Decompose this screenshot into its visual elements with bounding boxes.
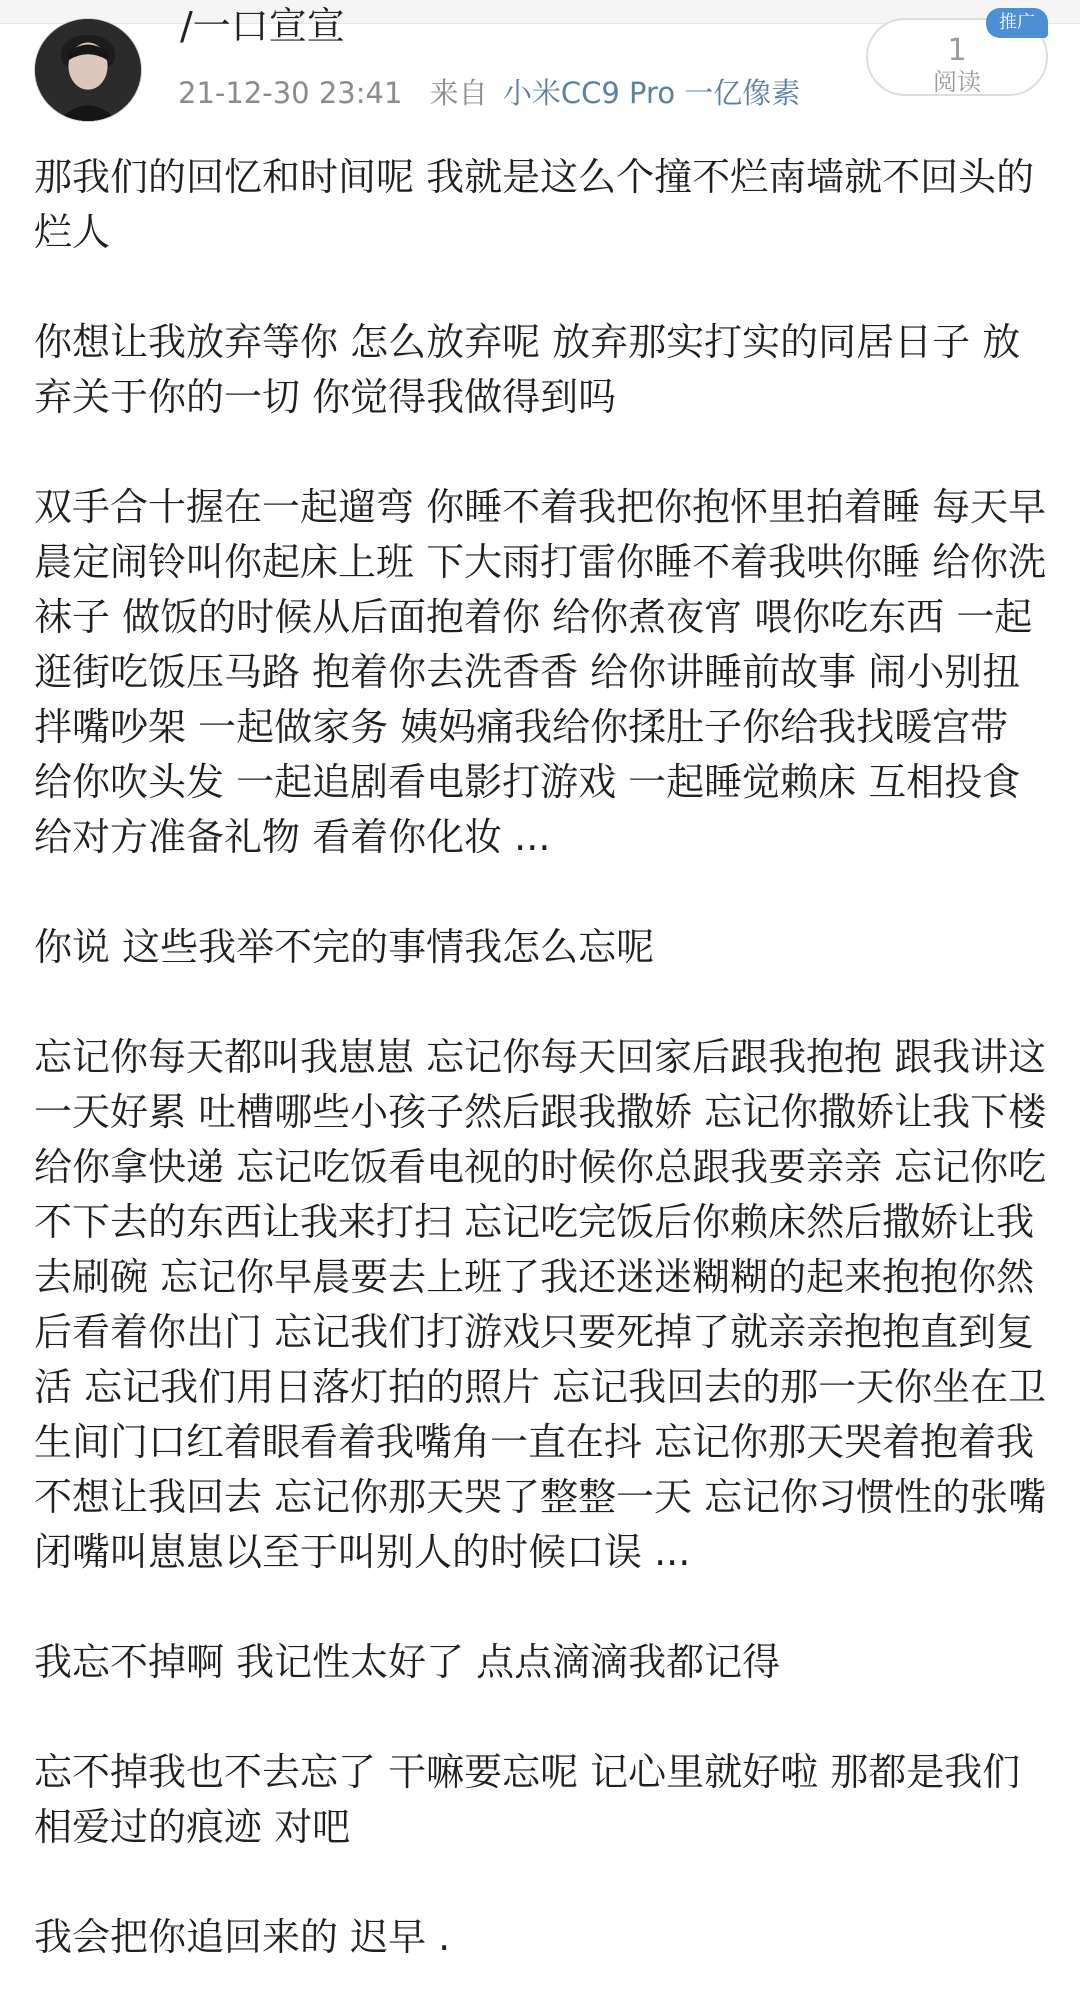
paragraph: 忘记你每天都叫我崽崽 忘记你每天回家后跟我抱抱 跟我讲这一天好累 吐槽哪些小孩子然后跟我撒娇 忘记你撒娇让我下楼给你拿快递 忘记吃饭看电视的时候你总跟我要亲亲 忘记你吃不下去的东西让我来打扫 忘记吃完饭后你赖床然后撒娇让我去刷碗 忘记你早晨要去上班了我还迷迷糊糊的起来抱抱你然后看着你出门 忘记我们打游戏只要死掉了就亲亲抱抱直到复活 忘记我们用日落灯拍的照片 忘记我回去的那一天你坐在卫生间门口红着眼看着我嘴角一直在抖 忘记你那天哭着抱着我不想让我回去 忘记你那天哭了整整一天 忘记你习惯性的张嘴闭嘴叫崽崽以至于叫别人的时候口误 ... xyxy=(34,1035,1047,1574)
avatar[interactable] xyxy=(34,18,142,122)
post-content xyxy=(34,150,1054,2012)
paragraph: 你说 这些我举不完的事情我怎么忘呢 xyxy=(34,925,655,969)
paragraph: 双手合十握在一起遛弯 你睡不着我把你抱怀里拍着睡 每天早晨定闹铃叫你起床上班 下大雨打雷你睡不着我哄你睡 给你洗袜子 做饭的时候从后面抱着你 给你煮夜宵 喂你吃东西 一起逛街吃饭压马路 抱着你去洗香香 给你讲睡前故事 闹小别扭 拌嘴吵架 一起做家务 姨妈痛我给你揉肚子你给我找暖宫带 给你吹头发 一起追剧看电影打游戏 一起睡觉赖床 互相投食 给对方准备礼物 看着你化妆 ... xyxy=(34,485,1047,859)
paragraph: 你想让我放弃等你 怎么放弃呢 放弃那实打实的同居日子 放弃关于你的一切 你觉得我做得到吗 xyxy=(34,320,1021,419)
avatar-image xyxy=(35,19,141,121)
from-label: 来自 xyxy=(429,76,488,110)
read-count: 1 xyxy=(947,33,967,68)
paragraph: 我会把你追回来的 迟早 . xyxy=(34,1915,451,1959)
device-link[interactable]: 小米CC9 Pro 一亿像素 xyxy=(502,76,801,110)
paragraph: 我忘不掉啊 我记性太好了 点点滴滴我都记得 xyxy=(34,1640,781,1684)
username[interactable]: /一口宣宣 xyxy=(180,4,345,48)
promote-badge[interactable]: 推广 xyxy=(986,8,1048,38)
post-header xyxy=(0,0,1080,130)
paragraph: 忘不掉我也不去忘了 干嘛要忘呢 记心里就好啦 那都是我们相爱过的痕迹 对吧 xyxy=(34,1750,1021,1849)
paragraph: 那我们的回忆和时间呢 我就是这么个撞不烂南墙就不回头的烂人 xyxy=(34,155,1035,254)
read-label: 阅读 xyxy=(933,68,981,96)
post-meta xyxy=(178,76,800,111)
post-timestamp: 21-12-30 23:41 xyxy=(178,76,403,110)
